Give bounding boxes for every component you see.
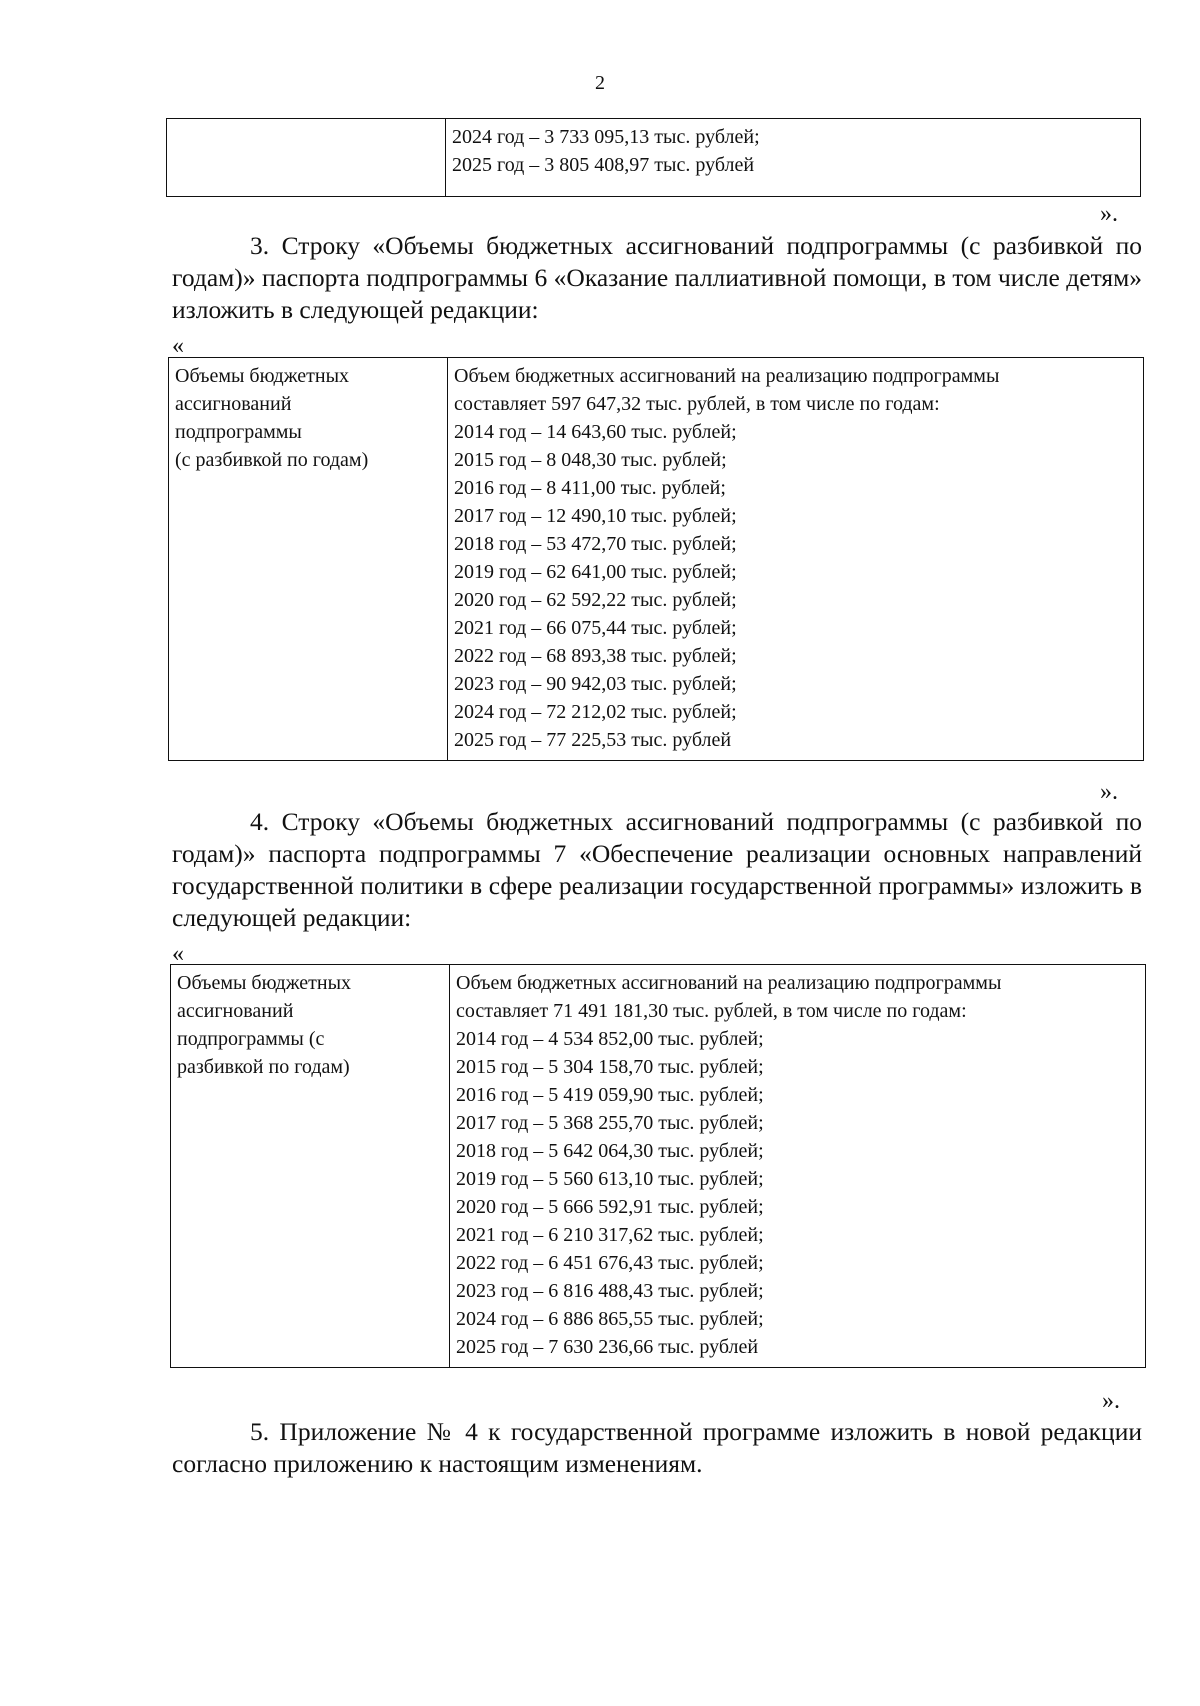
table-line: составляет 597 647,32 тыс. рублей, в том числе по годам: [454, 393, 940, 415]
table-line: 2025 год – 77 225,53 тыс. рублей [454, 729, 732, 751]
table-line: 2016 год – 5 419 059,90 тыс. рублей; [456, 1084, 764, 1106]
table-line: 2015 год – 8 048,30 тыс. рублей; [454, 449, 727, 471]
table-line: 2014 год – 4 534 852,00 тыс. рублей; [456, 1028, 764, 1050]
table-line: 2019 год – 5 560 613,10 тыс. рублей; [456, 1168, 764, 1190]
table-line: 2024 год – 72 212,02 тыс. рублей; [454, 701, 737, 723]
table-label-line: разбивкой по годам) [177, 1056, 350, 1078]
page-number: 2 [595, 72, 605, 94]
table-line: 2023 год – 6 816 488,43 тыс. рублей; [456, 1280, 764, 1302]
table-label-line: (с разбивкой по годам) [175, 449, 369, 471]
table-label-line: ассигнований [175, 393, 292, 415]
table-label-line: Объемы бюджетных [175, 365, 350, 387]
table-line: 2016 год – 8 411,00 тыс. рублей; [454, 477, 726, 499]
table-line: 2018 год – 53 472,70 тыс. рублей; [454, 533, 737, 555]
table-top [166, 118, 1141, 197]
table-label-line: Объемы бюджетных [177, 972, 352, 994]
item-3-text: 3. Строку «Объемы бюджетных ассигнований подпрограммы (с разбивкой по годам)» паспорта подпрограммы 6 «Оказание паллиативной помощи, в том числе детям» изложить в следующей редакции: [172, 231, 1142, 324]
item-5-paragraph [172, 1416, 1142, 1480]
table-line: 2015 год – 5 304 158,70 тыс. рублей; [456, 1056, 764, 1078]
table-line: 2014 год – 14 643,60 тыс. рублей; [454, 421, 737, 443]
opening-quote: « [172, 333, 184, 359]
table-item-3 [168, 357, 1144, 761]
table-line: 2023 год – 90 942,03 тыс. рублей; [454, 673, 737, 695]
table-line: 2020 год – 5 666 592,91 тыс. рублей; [456, 1196, 764, 1218]
table-item-3-right-cell [448, 358, 1144, 761]
table-line: 2021 год – 6 210 317,62 тыс. рублей; [456, 1224, 764, 1246]
table-line: 2021 год – 66 075,44 тыс. рублей; [454, 617, 737, 639]
table-line: Объем бюджетных ассигнований на реализацию подпрограммы [456, 972, 1002, 994]
closing-quote: ». [1102, 1388, 1120, 1414]
table-line: 2022 год – 6 451 676,43 тыс. рублей; [456, 1252, 764, 1274]
opening-quote: « [172, 941, 184, 967]
table-item-4-right-cell [450, 965, 1146, 1368]
table-item-3-left-cell [169, 358, 448, 761]
table-line: 2022 год – 68 893,38 тыс. рублей; [454, 645, 737, 667]
table-line: 2019 год – 62 641,00 тыс. рублей; [454, 561, 737, 583]
table-line: Объем бюджетных ассигнований на реализацию подпрограммы [454, 365, 1000, 387]
item-3-paragraph [172, 230, 1142, 326]
table-item-4-left-cell [171, 965, 450, 1368]
table-label-line: подпрограммы [175, 421, 302, 443]
table-item-4 [170, 964, 1146, 1368]
table-line: 2024 год – 6 886 865,55 тыс. рублей; [456, 1308, 764, 1330]
item-4-text: 4. Строку «Объемы бюджетных ассигнований подпрограммы (с разбивкой по годам)» паспорта подпрограммы 7 «Обеспечение реализации основных направлений государственной политики в сфере реализации государственной программы» изложить в следующей редакции: [172, 807, 1142, 932]
table-label-line: подпрограммы (с [177, 1028, 325, 1050]
table-top-left-cell [167, 119, 446, 197]
table-top-right-cell [446, 119, 1141, 197]
item-4-paragraph [172, 806, 1142, 934]
table-line: 2025 год – 7 630 236,66 тыс. рублей [456, 1336, 759, 1358]
closing-quote: ». [1100, 779, 1118, 805]
table-line: составляет 71 491 181,30 тыс. рублей, в том числе по годам: [456, 1000, 967, 1022]
table-line: 2018 год – 5 642 064,30 тыс. рублей; [456, 1140, 764, 1162]
table-line: 2017 год – 5 368 255,70 тыс. рублей; [456, 1112, 764, 1134]
table-line: 2020 год – 62 592,22 тыс. рублей; [454, 589, 737, 611]
table-line: 2017 год – 12 490,10 тыс. рублей; [454, 505, 737, 527]
table-line: 2025 год – 3 805 408,97 тыс. рублей [452, 154, 755, 176]
item-5-text: 5. Приложение № 4 к государственной программе изложить в новой редакции согласно приложению к настоящим изменениям. [172, 1417, 1142, 1478]
table-label-line: ассигнований [177, 1000, 294, 1022]
closing-quote: ». [1100, 201, 1118, 227]
table-line: 2024 год – 3 733 095,13 тыс. рублей; [452, 126, 760, 148]
